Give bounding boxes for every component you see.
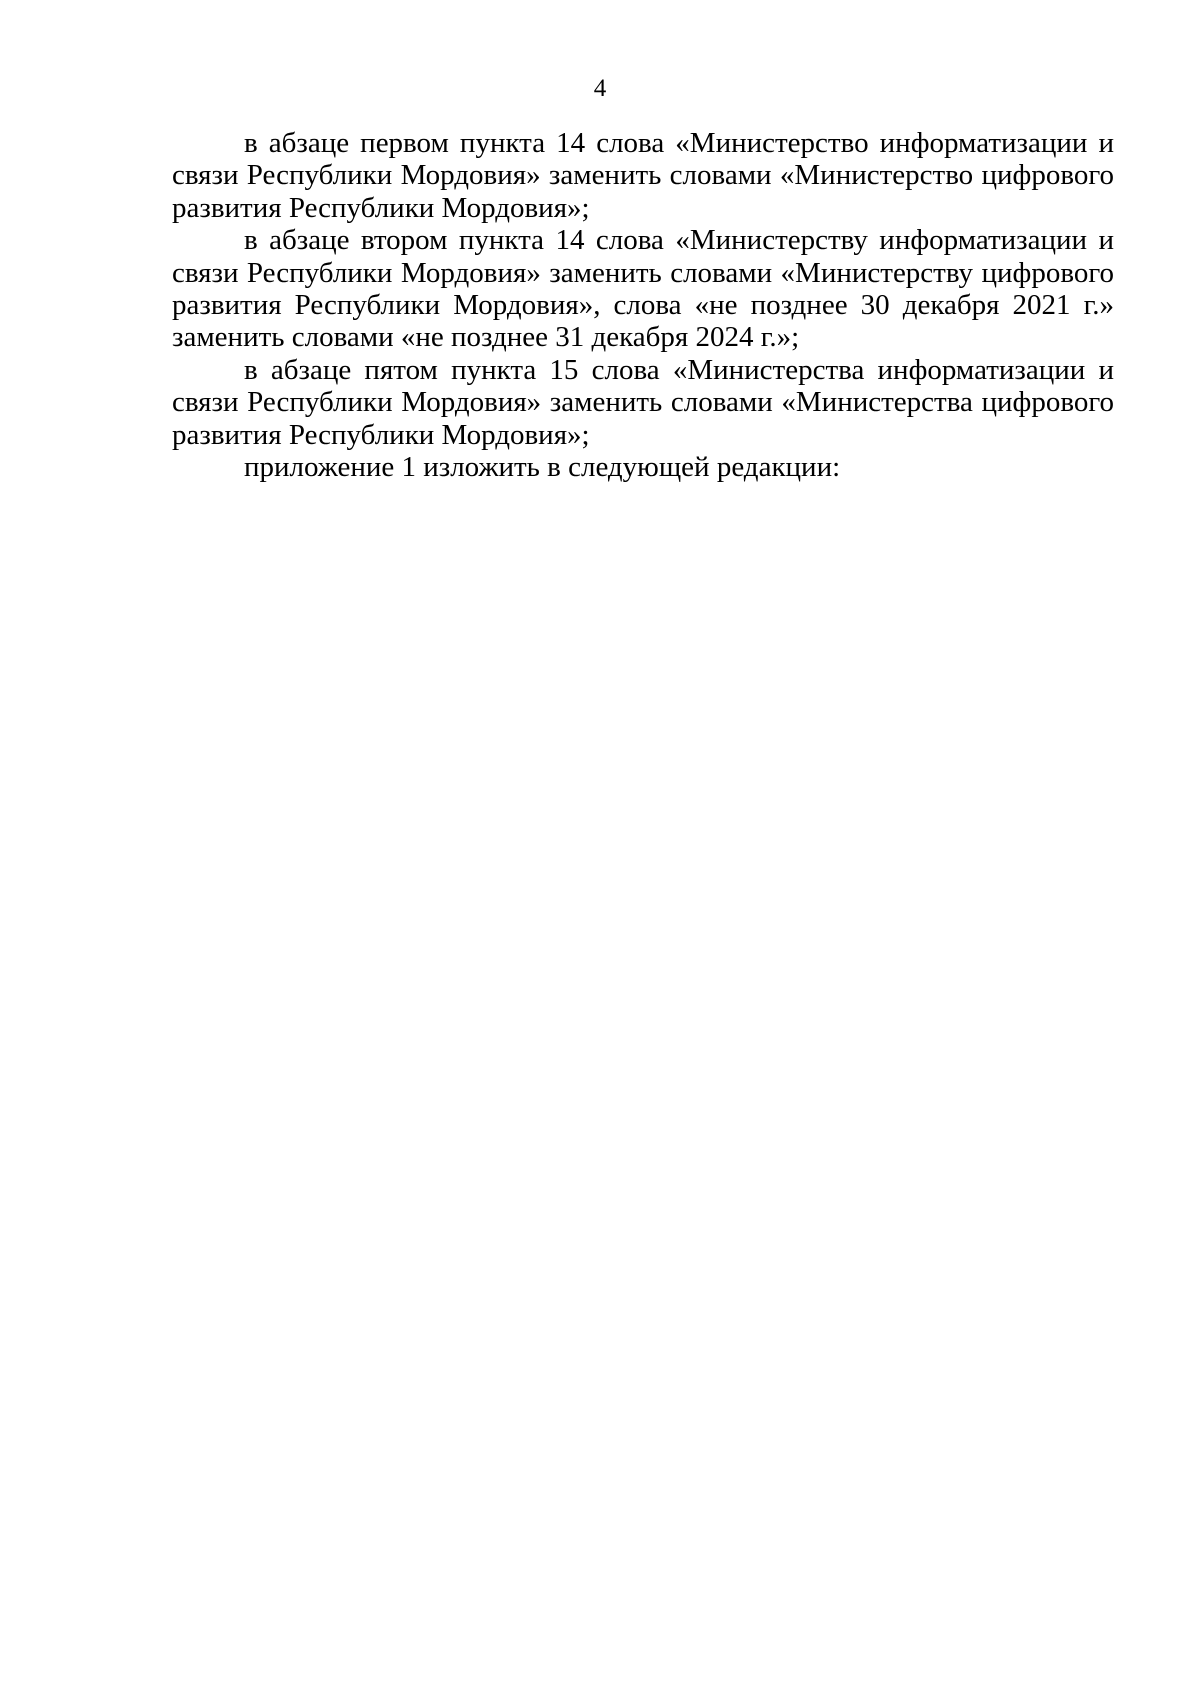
page-number: 4 (593, 75, 607, 102)
paragraph-4: приложение 1 изложить в следующей редакции: (244, 451, 841, 484)
paragraph-2: в абзаце втором пункта 14 слова «Министерству информатизации и связи Республики Мордовия» заменить словами «Министерству цифрового развития Республики Мордовия», слова «не позднее 30 декабря 2021 г.» заменить словами «не позднее 31 декабря 2024 г.»; (172, 224, 1114, 354)
paragraph-3: в абзаце пятом пункта 15 слова «Министерства информатизации и связи Республики Мордовия» заменить словами «Министерства цифрового развития Республики Мордовия»; (172, 353, 1114, 451)
paragraph-1: в абзаце первом пункта 14 слова «Министерство информатизации и связи Республики Мордовия» заменить словами «Министерство цифрового развития Республики Мордовия»; (172, 127, 1114, 224)
document-body (172, 127, 1114, 483)
